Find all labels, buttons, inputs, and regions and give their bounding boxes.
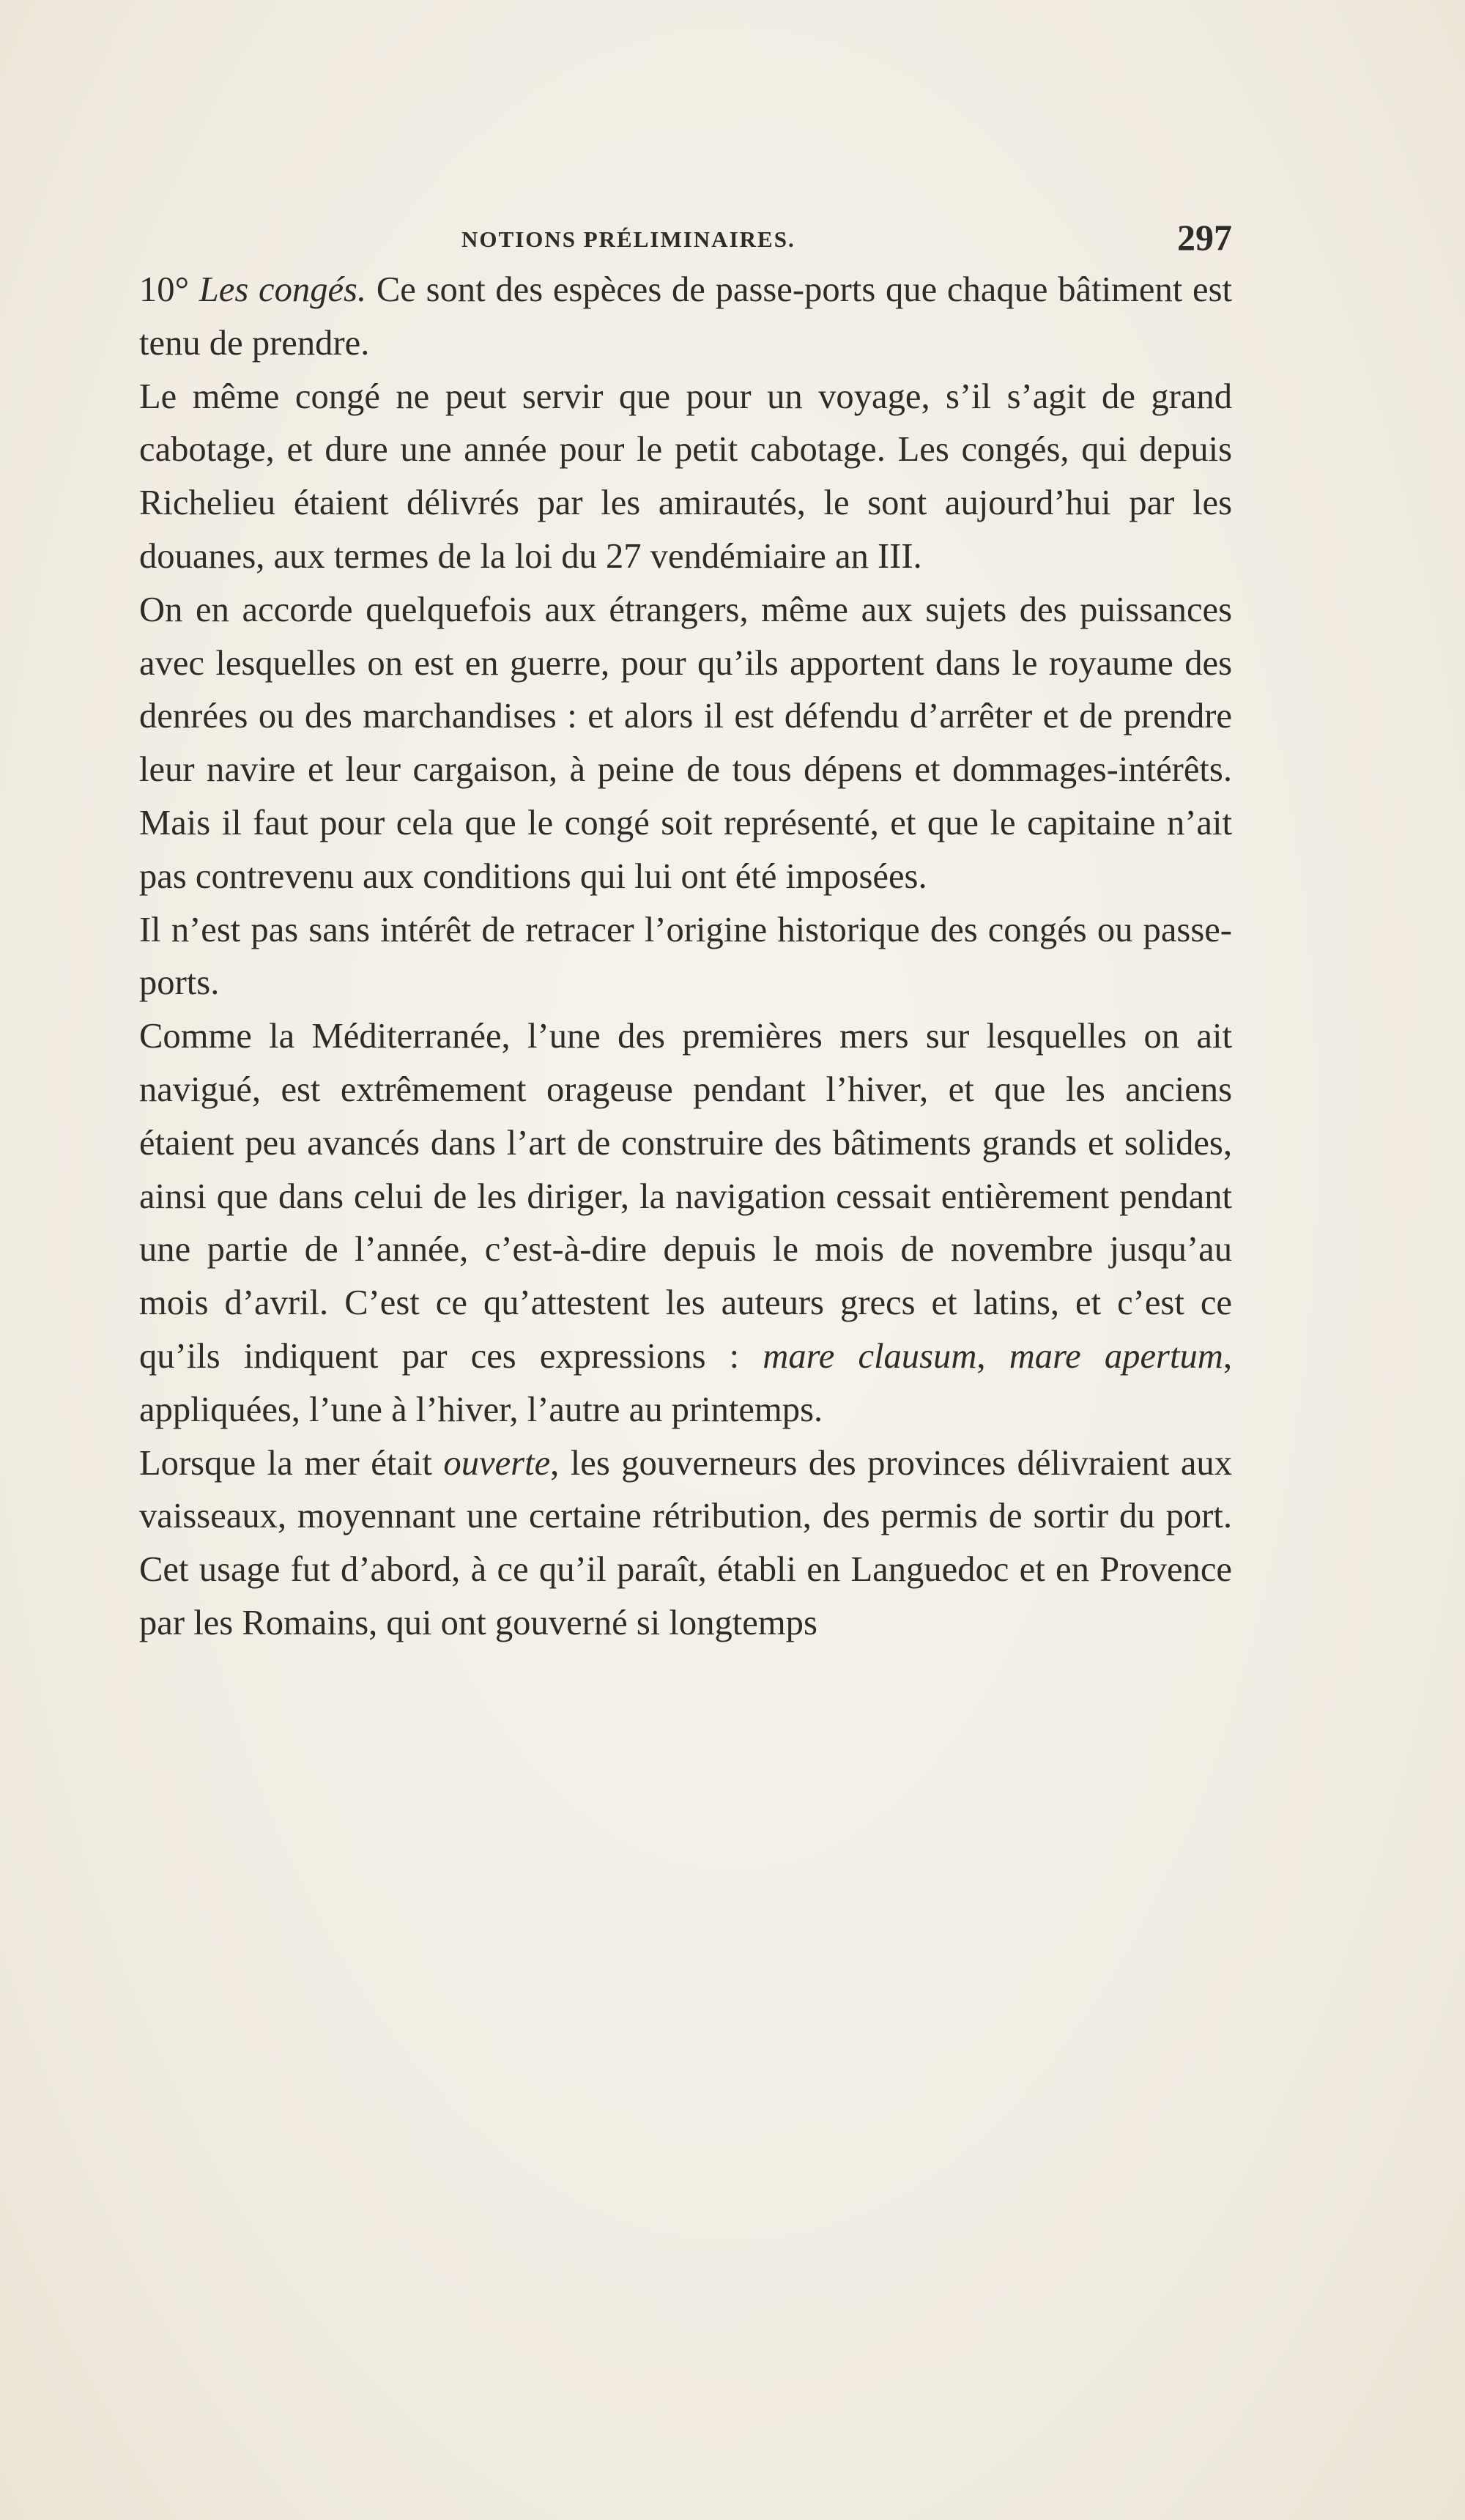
italic-term: ouverte — [443, 1442, 551, 1483]
paragraph: On en accorde quelquefois aux étrangers, même aux sujets des puissances avec lesquelles on est en guerre, pour qu’ils apportent dans le royaume des denrées ou des marchandises : et alors il est défendu d’arrêter et de prendre leur navire et leur cargaison, à peine de tous dépens et dommages-intérêts. Mais il faut pour cela que le congé soit représenté, et que le capitaine n’ait pas contrevenu aux conditions qui lui ont été imposées. — [139, 589, 1232, 896]
paragraph — [139, 1437, 1232, 1650]
paragraph-text: Ce sont des espèces de passe-ports que chaque bâtiment est tenu de prendre. — [139, 270, 1232, 363]
paragraph — [139, 263, 1232, 370]
latin-term: mare clausum — [763, 1335, 977, 1376]
paragraph: Il n’est pas sans intérêt de retracer l’origine historique des congés ou passe-ports. — [139, 909, 1232, 1003]
latin-term: mare apertum — [1009, 1335, 1223, 1376]
body-text — [139, 263, 1232, 1650]
paragraph-text: Comme la Méditerranée, l’une des premières mers sur lesquelles on ait navigué, est extrêmement orageuse pendant l’hiver, et que les anciens étaient peu avancés dans l’art de construire des bâtiments grands et solides, ainsi que dans celui de les diriger, la navigation cessait entièrement pendant une partie de l’année, c’est-à-dire depuis le mois de novembre jusqu’au mois d’avril. C’est ce qu’attestent les auteurs grecs et latins, et c’est ce qu’ils indiquent par ces expressions : — [139, 1016, 1232, 1376]
paragraph-text: , les gouverneurs des provinces délivraient aux vaisseaux, moyennant une certaine rétribution, des permis de sortir du port. Cet usage fut d’abord, à ce qu’il paraît, établi en Languedoc et en Provence par les Romains, qui ont gouverné si longtemps — [139, 1442, 1232, 1642]
running-title: NOTIONS PRÉLIMINAIRES. — [461, 226, 795, 252]
paragraph — [139, 1009, 1232, 1436]
paragraph-text: , appliquées, l’une à l’hiver, l’autre au printemps. — [139, 1335, 1232, 1429]
section-heading: Les congés. — [199, 270, 367, 309]
text-block — [139, 216, 1232, 1650]
running-head — [139, 216, 1232, 258]
paragraph: Le même congé ne peut servir que pour un voyage, s’il s’agit de grand cabotage, et dure une année pour le petit cabotage. Les congés, qui depuis Richelieu étaient délivrés par les amirautés, le sont aujourd’hui par les douanes, aux termes de la loi du 27 vendémiaire an III. — [139, 376, 1232, 576]
paragraph-text: , — [976, 1335, 1009, 1376]
paragraph-number: 10° — [139, 270, 199, 309]
paragraph-text: Lorsque la mer était — [139, 1442, 444, 1483]
page-number: 297 — [1177, 217, 1232, 258]
